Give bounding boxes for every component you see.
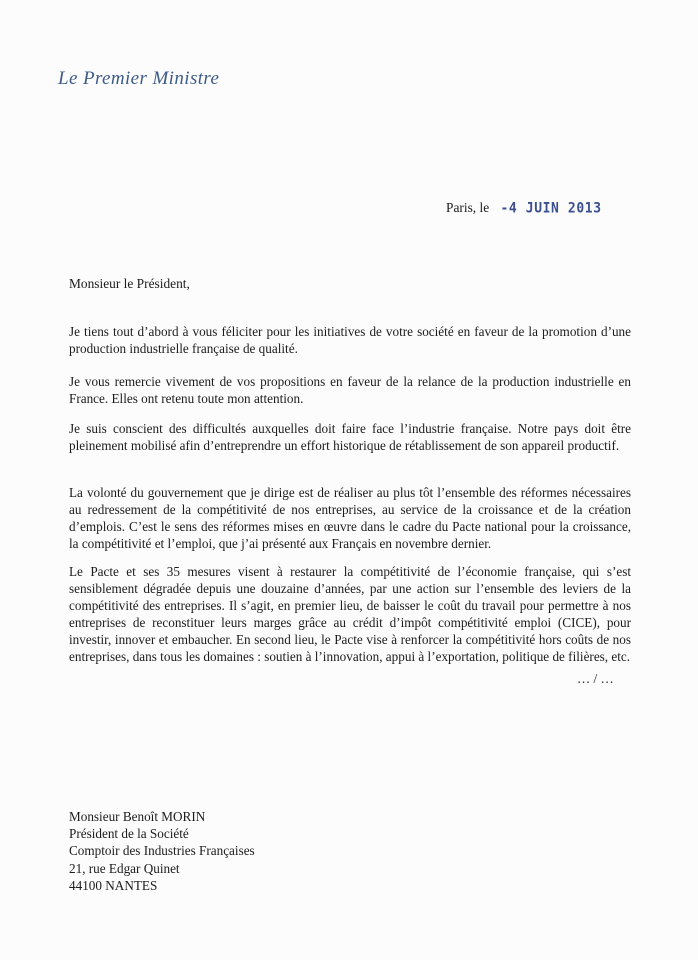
date-line [446, 199, 602, 217]
recipient-address [69, 808, 255, 894]
paragraph-3: Je suis conscient des difficultés auxquelles doit faire face l’industrie française. Notre pays doit être pleinement mobilisé afin d’entreprendre un effort historique de rétablissement de son appareil productif. [69, 421, 631, 453]
salutation: Monsieur le Président, [69, 276, 190, 291]
recipient-name: Monsieur Benoît MORIN [69, 809, 206, 824]
continuation-mark: … / … [577, 671, 614, 686]
letterhead: Le Premier Ministre [58, 68, 220, 89]
recipient-street: 21, rue Edgar Quinet [69, 860, 180, 876]
paragraph-4: La volonté du gouvernement que je dirige est de réaliser au plus tôt l’ensemble des réformes nécessaires au redressement de la compétitivité de nos entreprises, au service de la croissance et de la création d’emplois. C’est le sens des réformes mises en œuvre dans le cadre du Pacte national pour la croissance, la compétitivité et l’emploi, que j’ai présenté aux Français en novembre dernier. [69, 485, 631, 551]
paragraph-1: Je tiens tout d’abord à vous féliciter pour les initiatives de votre société en faveur de la promotion d’une production industrielle française de qualité. [69, 324, 631, 356]
recipient-company: Comptoir des Industries Françaises [69, 843, 255, 859]
date-stamp: -4 JUIN 2013 [500, 200, 602, 217]
recipient-city: 44100 NANTES [69, 877, 158, 893]
paragraph-5: Le Pacte et ses 35 mesures visent à restaurer la compétitivité de l’économie française, qui s’est sensiblement dégradée depuis une douzaine d’années, par une action sur l’ensemble des leviers de la compétitivité des entreprises. Il s’agit, en premier lieu, de baisser le coût du travail pour permettre à nos entreprises de reconstituer leurs marges grâce au crédit d’impôt compétitivité emploi (CICE), pour investir, innover et embaucher. En second lieu, le Pacte vise à renforcer la compétitivité hors coûts de nos entreprises, dans tous les domaines : soutien à l’innovation, appui à l’exportation, politique de filières, etc. [69, 564, 631, 664]
date-place: Paris, le [446, 200, 490, 215]
recipient-title: Président de la Société [69, 826, 189, 842]
paragraph-2: Je vous remercie vivement de vos propositions en faveur de la relance de la production industrielle en France. Elles ont retenu toute mon attention. [69, 374, 631, 406]
